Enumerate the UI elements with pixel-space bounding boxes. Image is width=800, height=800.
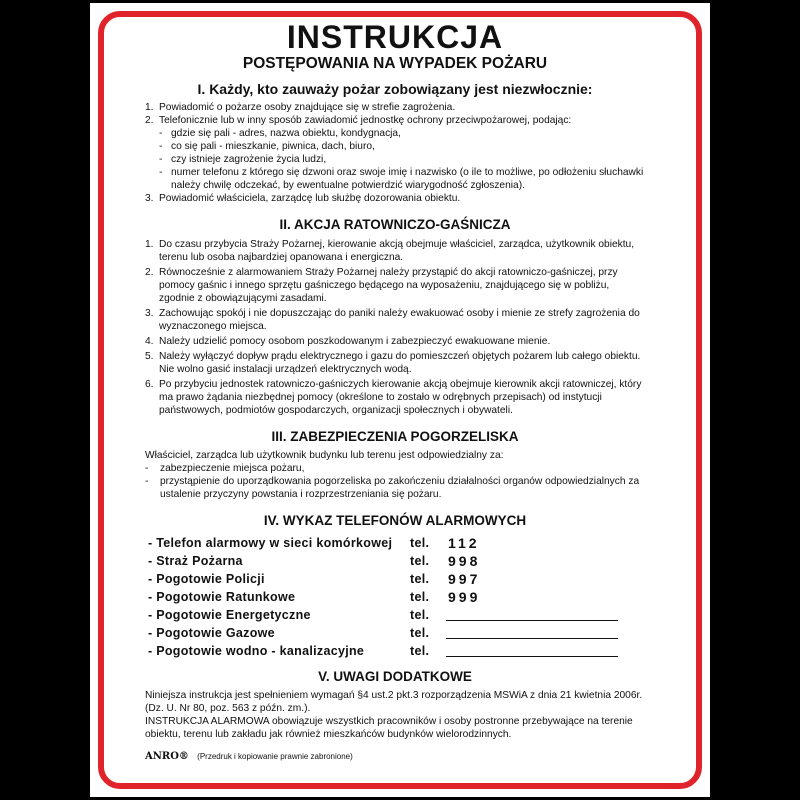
list-item: 3. Powiadomić właściciela, zarządcę lub służbę dozorowania obiektu.	[145, 193, 461, 204]
sub-list-item: - numer telefonu z którego się dzwoni oraz swoje imię i nazwisko (o ile to możliwe, po odłożeniu słuchawki należy chwilę odczekać, by ewentualne potwierdzić wiarygodność zgłoszenia).	[159, 167, 644, 191]
phone-number: 999	[448, 589, 481, 605]
anro-logo: ANRO®	[145, 751, 189, 762]
sub-list-item: - gdzie się pali - adres, nazwa obiektu, kondygnacja,	[159, 128, 401, 139]
list-item: 5. Należy wyłączyć dopływ prądu elektrycznego i gazu do pomieszczeń objętych pożarem lub całego obiektu. Nie wolno gasić instalacji urządzeń elektrycznych wodą.	[145, 351, 641, 375]
list-item: 2. Równocześnie z alarmowaniem Straży Pożarnej należy przystąpić do akcji ratowniczo-gaśniczej, przy pomocy gaśnic i innego sprzętu gaśniczego będącego na wyposażeniu, znajdującego się w pobliżu, zgodnie z obowiązującymi zasadami.	[145, 267, 618, 304]
phone-row: - Pogotowie Gazowe tel.	[148, 624, 645, 642]
section-2-list	[145, 238, 645, 417]
phone-row: - Pogotowie Policji tel. 997	[148, 571, 481, 587]
section-4-heading: IV. WYKAZ TELEFONÓW ALARMOWYCH	[263, 513, 527, 528]
blank-number-line	[446, 638, 618, 639]
phone-number: 998	[448, 553, 481, 569]
blank-number-line	[446, 620, 618, 621]
section-1-list	[145, 101, 645, 205]
section-2-heading: II. AKCJA RATOWNICZO-GAŚNICZA	[279, 217, 511, 232]
phone-row: - Pogotowie Energetyczne tel.	[148, 606, 645, 624]
list-item: 4. Należy udzielić pomocy osobom poszkodowanym i zabezpieczyć ewakuowane mienie.	[145, 336, 551, 347]
list-item: 2. Telefonicznie lub w inny sposób zawiadomić jednostkę ochrony przeciwpożarowej, podając:	[145, 115, 572, 126]
section-3-heading: III. ZABEZPIECZENIA POGORZELISKA	[271, 429, 519, 444]
phone-row: - Pogotowie wodno - kanalizacyjne tel.	[148, 642, 645, 660]
phone-number: 997	[448, 571, 481, 587]
sub-list-item: - czy istnieje zagrożenie życia ludzi,	[159, 154, 327, 165]
footer	[145, 751, 353, 762]
list-item: 1. Powiadomić o pożarze osoby znajdujące się w strefie zagrożenia.	[145, 102, 456, 113]
phone-list	[145, 534, 645, 660]
phone-row: - Straż Pożarna tel. 998	[148, 553, 481, 569]
phone-number: 112	[448, 535, 480, 551]
section-5-paragraph: Niniejsza instrukcja jest spełnieniem wymagań §4 ust.2 pkt.3 rozporządzenia MSWiA z dnia 21 kwietnia 2006r. (Dz. U. Nr 80, poz. 563 z późn. zm.).	[145, 690, 643, 714]
list-item: 6. Po przybyciu jednostek ratowniczo-gaśniczych kierowanie akcją obejmuje kierownik akcji ratowniczej, który ma prawo żądania niezbędnej pomocy (określone to zostało w odrębnych przepisach) od instytucji państwowych, podmiotów gospodarczych, organizacji społecznych i obywateli.	[145, 379, 642, 416]
section-5-paragraph: INSTRUKCJA ALARMOWA obowiązuje wszystkich pracowników i osoby postronne przebywające na terenie obiektu, terenu lub zakładu jak również mieszkańców budynków wielorodzinnych.	[145, 716, 633, 740]
sign-subtitle: POSTĘPOWANIA NA WYPADEK POŻARU	[242, 55, 548, 72]
section-1-heading: I. Każdy, kto zauważy pożar zobowiązany jest niezwłocznie:	[197, 81, 593, 97]
sub-list-item: - co się pali - mieszkanie, piwnica, dach, biuro,	[159, 141, 375, 152]
list-item: 1. Do czasu przybycia Straży Pożarnej, kierowanie akcją obejmuje właściciel, zarządca, użytkownik obiektu, terenu lub osoba najbardziej opanowana i energiczna.	[145, 239, 635, 263]
section-5-heading: V. UWAGI DODATKOWE	[318, 669, 472, 684]
sign-content	[145, 19, 645, 741]
blank-number-line	[446, 656, 618, 657]
sign-title: INSTRUKCJA	[286, 19, 504, 55]
sub-list-item: - zabezpieczenie miejsca pożaru,	[145, 463, 305, 474]
sign-sheet	[90, 3, 710, 797]
phone-row: - Telefon alarmowy w sieci komórkowej tel. 112	[148, 535, 480, 551]
phone-row: - Pogotowie Ratunkowe tel. 999	[148, 589, 481, 605]
list-item: 3. Zachowując spokój i nie dopuszczając do paniki należy ewakuować osoby i mienie ze strefy zagrożenia do wyznaczonego miejsca.	[145, 308, 640, 332]
sub-list-item: - przystąpienie do uporządkowania pogorzeliska po zakończeniu działalności organów odpowiedzialnych za ustalenie przyczyny powstania i rozprzestrzeniania się pożaru.	[145, 476, 640, 500]
section-3-intro: Właściciel, zarządca lub użytkownik budynku lub terenu jest odpowiedzialny za:	[145, 450, 504, 461]
copyright-note: (Przedruk i kopiowanie prawnie zabronione)	[197, 752, 353, 761]
